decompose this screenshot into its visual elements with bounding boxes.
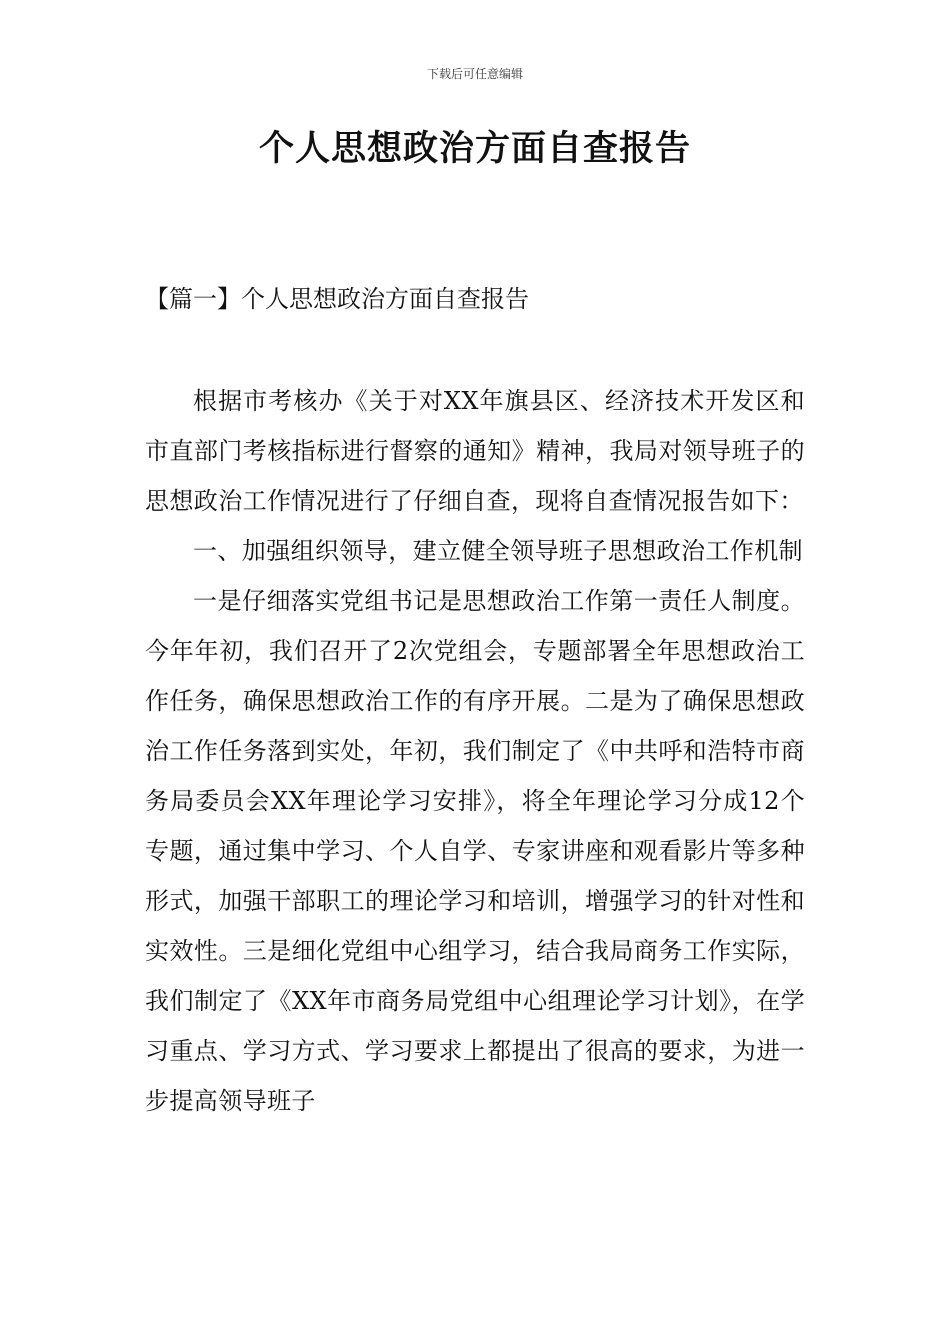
document-body	[145, 376, 805, 1126]
document-title: 个人思想政治方面自查报告	[258, 128, 691, 169]
paragraph-heading-1: 一、加强组织领导，建立健全领导班子思想政治工作机制	[193, 537, 803, 565]
section-heading: 【篇一】个人思想政治方面自查报告	[145, 285, 529, 313]
header-note: 下载后可任意编辑	[426, 67, 523, 81]
paragraph-intro: 根据市考核办《关于对XX年旗县区、经济技术开发区和市直部门考核指标进行督察的通知》精神，我局对领导班子的思想政治工作情况进行了仔细自查，现将自查情况报告如下：	[145, 387, 805, 515]
paragraph-detail: 一是仔细落实党组书记是思想政治工作第一责任人制度。今年年初，我们召开了2次党组会，专题部署全年思想政治工作任务，确保思想政治工作的有序开展。二是为了确保思想政治工作任务落到实处，年初，我们制定了《中共呼和浩特市商务局委员会XX年理论学习安排》，将全年理论学习分成12个专题，通过集中学习、个人自学、专家讲座和观看影片等多种形式，加强干部职工的理论学习和培训，增强学习的针对性和实效性。三是细化党组中心组学习，结合我局商务工作实际，我们制定了《XX年市商务局党组中心组理论学习计划》，在学习重点、学习方式、学习要求上都提出了很高的要求，为进一步提高领导班子	[145, 587, 805, 1115]
